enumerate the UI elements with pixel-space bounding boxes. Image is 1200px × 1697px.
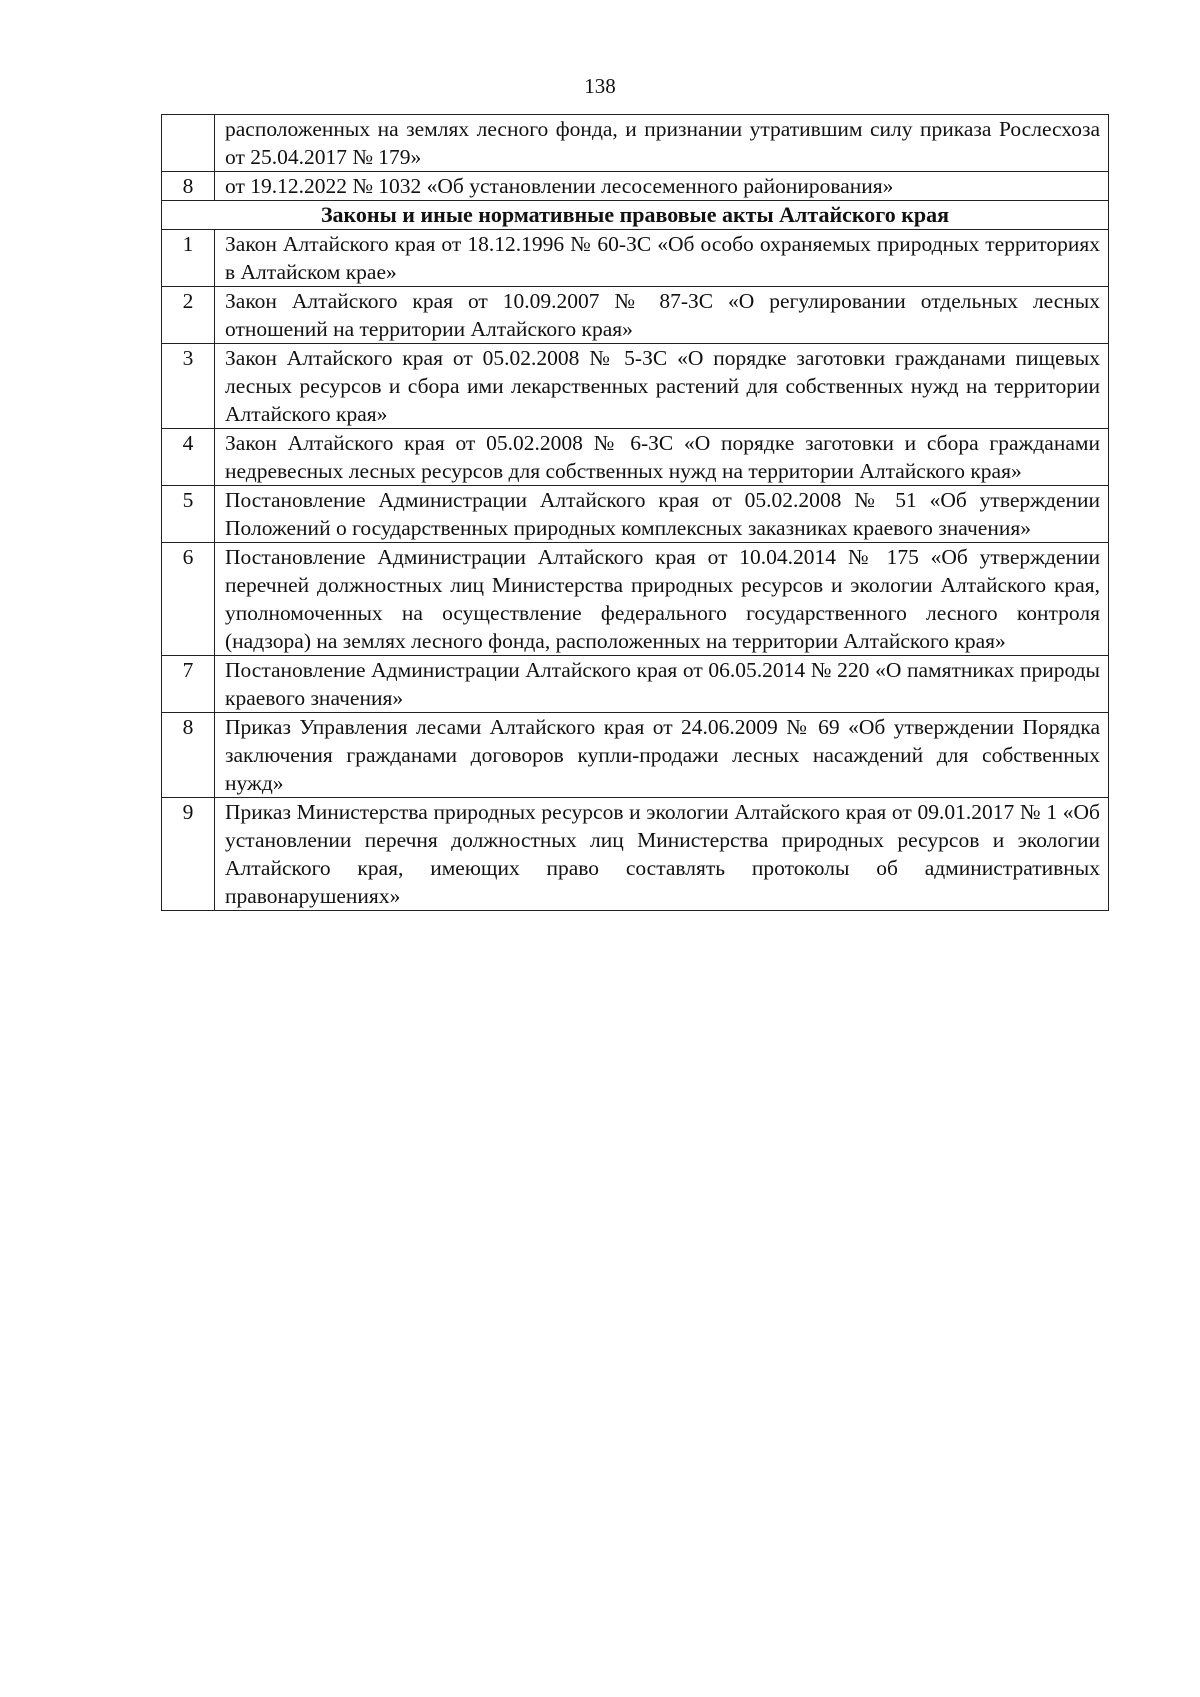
row-text: расположенных на землях лесного фонда, и признании утратившим силу приказа Рослесхоза от 25.04.2017 № 179» <box>215 115 1109 172</box>
table-row <box>162 344 1109 429</box>
row-number: 3 <box>162 344 215 429</box>
row-text: Постановление Администрации Алтайского края от 06.05.2014 № 220 «О памятниках природы краевого значения» <box>215 656 1109 713</box>
section-heading-row <box>162 201 1109 230</box>
row-text: Приказ Министерства природных ресурсов и экологии Алтайского края от 09.01.2017 № 1 «Об установлении перечня должностных лиц Министерства природных ресурсов и экологии Алтайского края, имеющих право составлять протоколы об административных правонарушениях» <box>215 798 1109 911</box>
table-row <box>162 230 1109 287</box>
row-number: 2 <box>162 287 215 344</box>
table-row <box>162 798 1109 911</box>
row-number: 9 <box>162 798 215 911</box>
row-text: Закон Алтайского края от 10.09.2007 № 87-ЗС «О регулировании отдельных лесных отношений на территории Алтайского края» <box>215 287 1109 344</box>
legal-acts-table <box>161 114 1109 911</box>
row-text: Закон Алтайского края от 05.02.2008 № 5-ЗС «О порядке заготовки гражданами пищевых лесных ресурсов и сбора ими лекарственных растений для собственных нужд на территории Алтайского края» <box>215 344 1109 429</box>
row-number: 4 <box>162 429 215 486</box>
table-row <box>162 713 1109 798</box>
table-row <box>162 656 1109 713</box>
row-number <box>162 115 215 172</box>
row-text: от 19.12.2022 № 1032 «Об установлении лесосеменного районирования» <box>215 172 1109 201</box>
table-row <box>162 172 1109 201</box>
row-number: 5 <box>162 486 215 543</box>
page-number: 138 <box>584 74 616 98</box>
row-text: Постановление Администрации Алтайского края от 10.04.2014 № 175 «Об утверждении перечней должностных лиц Министерства природных ресурсов и экологии Алтайского края, уполномоченных на осуществление федерального государственного лесного контроля (надзора) на землях лесного фонда, расположенных на территории Алтайского края» <box>215 543 1109 656</box>
table-row <box>162 287 1109 344</box>
row-number: 7 <box>162 656 215 713</box>
table-row <box>162 543 1109 656</box>
row-number: 6 <box>162 543 215 656</box>
row-text: Закон Алтайского края от 05.02.2008 № 6-ЗС «О порядке заготовки и сбора гражданами недревесных лесных ресурсов для собственных нужд на территории Алтайского края» <box>215 429 1109 486</box>
table-row <box>162 429 1109 486</box>
row-text: Закон Алтайского края от 18.12.1996 № 60-ЗС «Об особо охраняемых природных территориях в Алтайском крае» <box>215 230 1109 287</box>
table-row <box>162 486 1109 543</box>
row-number: 1 <box>162 230 215 287</box>
row-text: Постановление Администрации Алтайского края от 05.02.2008 № 51 «Об утверждении Положений о государственных природных комплексных заказниках краевого значения» <box>215 486 1109 543</box>
row-text: Приказ Управления лесами Алтайского края от 24.06.2009 № 69 «Об утверждении Порядка заключения гражданами договоров купли-продажи лесных насаждений для собственных нужд» <box>215 713 1109 798</box>
row-number: 8 <box>162 713 215 798</box>
table-row <box>162 115 1109 172</box>
row-number: 8 <box>162 172 215 201</box>
section-heading: Законы и иные нормативные правовые акты Алтайского края <box>162 201 1109 230</box>
